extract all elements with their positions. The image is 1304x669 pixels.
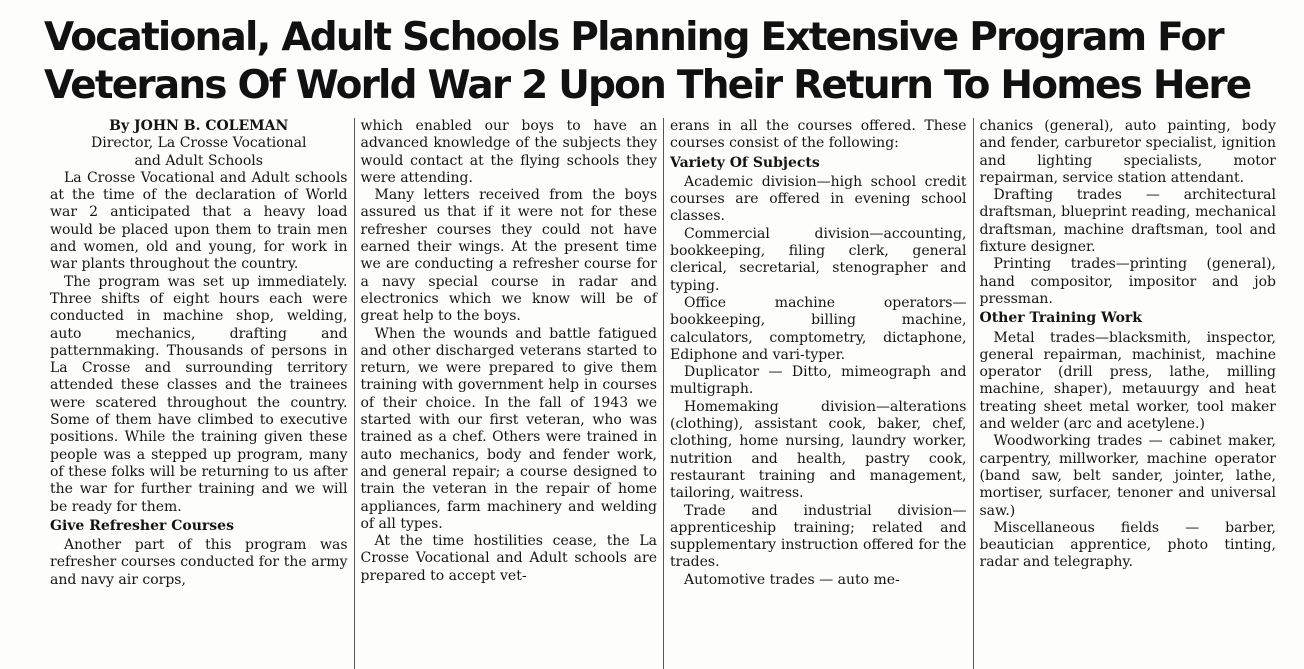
paragraph: Commercial division—accounting, bookkeeping, filing clerk, general clerical, secretarial, stenographer and typing. bbox=[670, 225, 967, 294]
paragraph: which enabled our boys to have an advanced knowledge of the subjects they would contact at the flying schools they were attending. bbox=[360, 118, 657, 186]
paragraph: The program was set up immediately. Three shifts of eight hours each were conducted in machine shop, welding, auto mechanics, drafting and patternmaking. Thousands of persons in La Crosse and surrounding territory attended these classes and the trainees were scatered throughout the country. Some of them have climbed to executive positions. While the training given these people was a stepped up program, many of these folks will be returning to us after the war for further training and we will be ready for them. bbox=[50, 273, 348, 515]
paragraph: Another part of this program was refresher courses conducted for the army and navy air corps, bbox=[50, 537, 348, 588]
paragraph: Homemaking division—alterations (clothing), assistant cook, baker, chef, clothing, home nursing, laundry worker, nutrition and health, pastry cook, restaurant training and management, tailoring, waitress. bbox=[670, 398, 967, 502]
paragraph: Many letters received from the boys assured us that if it were not for these refresher courses they could not have earned their wings. At the present time we are conducting a refresher course for a navy special course in radar and electronics which we know will be of great help to the boys. bbox=[360, 187, 657, 325]
paragraph: Woodworking trades — cabinet maker, carpentry, millworker, machine operator (band saw, belt sander, jointer, lathe, mortiser, surfacer, tenoner and universal saw.) bbox=[979, 433, 1276, 519]
subhead: Give Refresher Courses bbox=[50, 517, 234, 534]
paragraph: chanics (general), auto painting, body and fender, carburetor specialist, ignition and lighting specialists, motor repairman, service station attendant. bbox=[979, 118, 1276, 186]
headline-line-2: Veterans Of World War 2 Upon Their Return To Homes Here bbox=[44, 63, 1251, 108]
paragraph: Office machine operators—bookkeeping, billing machine, calculators, comptometry, dictaphone, Ediphone and vari-typer. bbox=[670, 294, 967, 363]
headline-line-1: Vocational, Adult Schools Planning Extensive Program For bbox=[44, 15, 1223, 60]
paragraph: Academic division—high school credit courses are offered in evening school classes. bbox=[670, 173, 967, 225]
article-columns bbox=[44, 118, 1282, 669]
byline bbox=[50, 118, 348, 170]
byline-title-1: Director, La Crosse Vocational bbox=[91, 135, 307, 152]
paragraph: Printing trades—printing (general), hand compositor, impositor and job pressman. bbox=[979, 256, 1276, 307]
paragraph: Miscellaneous fields — barber, beautician apprentice, photo tinting, radar and telegraphy. bbox=[979, 519, 1276, 571]
paragraph: Drafting trades — architectural draftsman, blueprint reading, mechanical draftsman, machine draftsman, tool and fixture designer. bbox=[979, 187, 1276, 256]
paragraph: When the wounds and battle fatigued and other discharged veterans started to return, we were prepared to give them training with government help in courses of their choice. In the fall of 1943 we started with our first veteran, who was trained as a chef. Others were trained in auto mechanics, body and fender work, and general repair; a course designed to train the veteran in the repair of home appliances, farm machinery and welding of all types. bbox=[360, 325, 657, 532]
paragraph: At the time hostilities cease, the La Crosse Vocational and Adult schools are prepared to accept vet- bbox=[360, 533, 657, 584]
column-3 bbox=[663, 118, 973, 669]
paragraph: Trade and industrial division—apprenticeship training; related and supplementary instruction offered for the trades. bbox=[670, 502, 967, 571]
byline-author: By JOHN B. COLEMAN bbox=[109, 118, 289, 134]
column-4 bbox=[973, 118, 1283, 669]
paragraph: La Crosse Vocational and Adult schools at the time of the declaration of World war 2 anticipated that a heavy load would be placed upon them to train men and women, old and young, for work in war plants throughout the country. bbox=[50, 169, 348, 273]
byline-title-2: and Adult Schools bbox=[134, 152, 263, 169]
column-1 bbox=[44, 118, 354, 669]
subhead: Variety Of Subjects bbox=[670, 154, 820, 171]
paragraph: Duplicator — Ditto, mimeograph and multigraph. bbox=[670, 364, 967, 398]
paragraph: erans in all the courses offered. These courses consist of the following: bbox=[670, 118, 967, 152]
subhead: Other Training Work bbox=[979, 310, 1142, 327]
column-2 bbox=[354, 118, 664, 669]
headline bbox=[44, 14, 1282, 110]
paragraph: Metal trades—blacksmith, inspector, general repairman, machinist, machine operator (drill press, lathe, milling machine, shaper), metauurgy and heat treating sheet metal worker, tool maker and welder (arc and acetylene.) bbox=[979, 329, 1276, 433]
paragraph: Automotive trades — auto me- bbox=[684, 571, 900, 588]
